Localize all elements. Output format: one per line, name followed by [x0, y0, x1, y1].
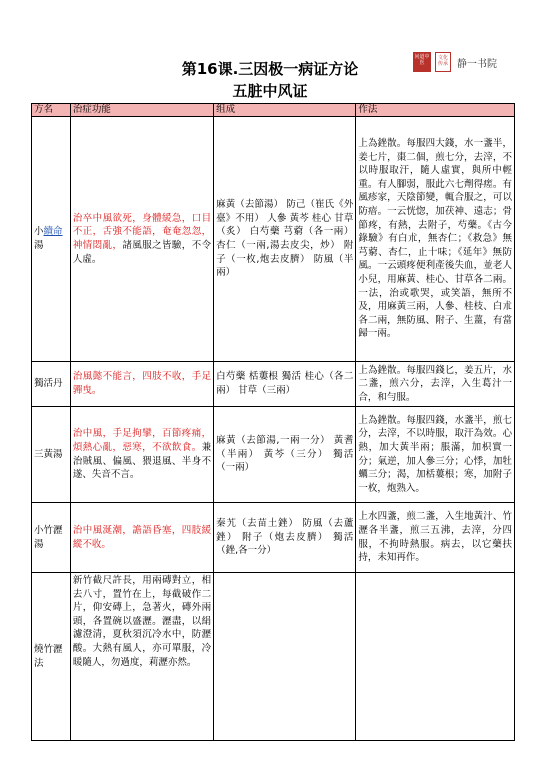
indication-cell: [70, 573, 213, 741]
indication-cell: [70, 503, 213, 573]
publisher-logo: [413, 52, 497, 72]
indication-text: 新竹截尺許長，用兩磚對立，相去八寸，置竹在上，每截破作二片，仰安磚上，急著火，磚外兩頭，各置碗以盛瀝。瀝盡，以絹濾澄清，夏秋須沉冷水中，防瀝酸。大熱有風人，亦可單服，冷暖隨人，勿過度，莉瀝亦然。: [72, 575, 212, 668]
composition-cell: 秦艽（去苗土銼） 防風（去蘆銼） 附子（炮去皮臍） 獨活（銼,各一分）: [214, 503, 356, 573]
formula-name-suffix: 湯: [34, 240, 44, 251]
table-header-row: [32, 104, 515, 117]
formula-table: [31, 103, 515, 741]
table-row: [32, 117, 515, 362]
formula-name-cell: [32, 117, 71, 362]
indication-red-text: 治風懿不能言，四肢不收，手足嚲曳。: [72, 371, 212, 396]
indication-red-text: 治中風涎潮，譫語昏塞，四肢緩縱不收。: [72, 524, 212, 550]
red-seal-logo: 问道中医: [413, 52, 431, 72]
table-row: [32, 573, 515, 741]
indication-red-text: 治卒中風欲死，身體緩急，口目不正，舌強不能語，奄奄忽忽，神情悶亂，: [72, 212, 212, 251]
calligraphy-logo-text: 静一书院: [457, 58, 497, 70]
composition-cell: 白芍藥 栝蔞根 獨活 桂心（各二兩） 甘草（三兩）: [214, 362, 356, 407]
indication-text: 兼治賊風、偏風、猥退風、半身不遂、失音不言。: [72, 441, 212, 481]
method-cell: 上為銼散。每服四大錢，水一盞半，姜七片，棗二個，煎七分，去滓，不以時服取汗，隨人虛實，與所中輕重。有人腳弱，服此六七劑得瘥。有風疹家，天陰節變，輒合服之，可以防瘖。一云恍惚，加茯神、遠志；骨節疼，有熱，去附子，芍藥。《古今錄驗》有白朮，無杏仁；《救急》無芎藭、杏仁，止十味；《延年》無防風。一云頭疼便利產後失血，並老人小兒，用麻黃、桂心、甘草各二兩。一法，治或歌哭，或笑語，無所不及，用麻黃三兩，人參、桂枝、白朮各二兩，無防風、附子、生薑，有當歸一兩。: [356, 117, 515, 362]
formula-name-prefix: 小: [34, 226, 44, 238]
formula-name-cell: 獨活丹: [32, 362, 71, 407]
indication-cell: [70, 407, 213, 503]
method-cell: 上為銼散。每服四錢，水盞半，煎七分，去滓，不以時服，取汗為效。心熱，加大黃半兩；脹滿，加枳實一分；氣逆，加人參三分；心悸，加牡蠣三分；渴，加栝蔞根；寒，加附子一枚，炮熟入。: [356, 407, 515, 503]
page-title: 第16课.三因极一病证方论: [181, 60, 359, 78]
indication-text: 諸風服之皆驗，不令人虛。: [72, 240, 212, 265]
page-subtitle: 五脏中风证: [232, 82, 308, 100]
indication-red-text: 治中風，手足拘攣，百節疼痛，煩熱心亂，惡寒，不欲飲食。: [72, 428, 212, 453]
indication-cell: [70, 117, 213, 362]
composition-cell: 麻黃（去節湯） 防己（崔氏《外臺》不用） 人參 黃芩 桂心 甘草（炙） 白芍藥 芎藭（各一兩） 杏仁（一兩,湯去皮尖，炒） 附子（一枚,炮去皮臍） 防風（半兩）: [214, 117, 356, 362]
method-cell: 上為銼散。每服四錢匕，姜五片，水二盞，煎六分，去滓，入生葛汁一合，和勻服。: [356, 362, 515, 407]
header-composition: 组成: [214, 104, 356, 117]
formula-name-cell: 燒竹瀝法: [32, 573, 71, 741]
table-row: [32, 362, 515, 407]
indication-cell: [70, 362, 213, 407]
table-row: [32, 503, 515, 573]
method-cell: 上水四盞，煎二盞，入生地黃汁、竹瀝各半盞，煎三五沸，去滓，分四服，不拘時熱服。病去，以它藥扶持，未知再作。: [356, 503, 515, 573]
outline-seal-logo: 文化传承: [435, 52, 451, 72]
formula-name-link[interactable]: 續命: [43, 226, 63, 238]
formula-name-cell: 三黃湯: [32, 407, 71, 503]
table-row: [32, 407, 515, 503]
header-method: 作法: [356, 104, 515, 117]
method-cell: [356, 573, 515, 741]
header-formula-name: 方名: [32, 104, 71, 117]
composition-cell: 麻黃（去節湯,一兩一分） 黃耆（半兩） 黃芩（三分） 獨活（一兩）: [214, 407, 356, 503]
header-indication: 治症功能: [70, 104, 213, 117]
composition-cell: [214, 573, 356, 741]
formula-name-cell: 小竹瀝湯: [32, 503, 71, 573]
